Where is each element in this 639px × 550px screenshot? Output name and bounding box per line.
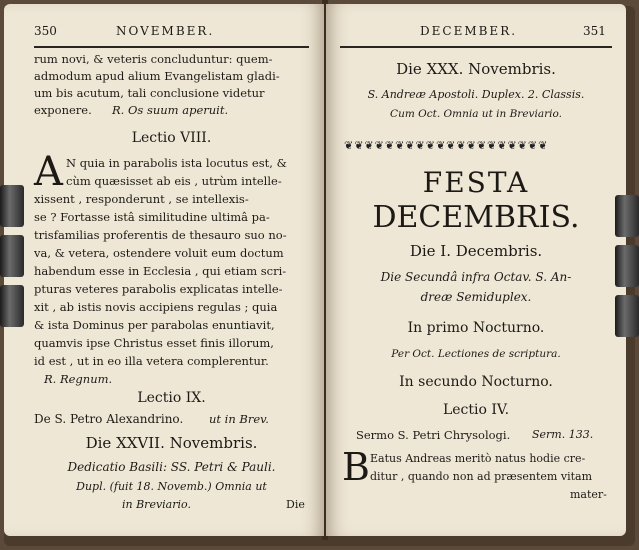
text-line: trisfamilias proferentis de thesauro suo no-: [34, 228, 287, 242]
catchword: mater-: [570, 488, 607, 501]
page-number-right: 351: [583, 24, 606, 38]
binder-clip: [615, 245, 639, 287]
festa-title: FESTA: [422, 166, 530, 199]
rubric: Cum Oct. Omnia ut in Breviario.: [390, 108, 562, 120]
text-line: id est , ut in eo illa vetera complerentur.: [34, 354, 269, 368]
text-line: N quia in parabolis ista locutus est, &: [66, 156, 287, 170]
feast-title: S. Andreæ Apostoli. Duplex. 2. Classis.: [367, 88, 585, 101]
left-page: [4, 4, 324, 536]
binder-clip: [615, 195, 639, 237]
text-line: pturas veteres parabolis explicatas intelle-: [34, 282, 283, 296]
page-number-left: 350: [34, 24, 57, 38]
drop-initial: B: [342, 445, 370, 489]
rubric: Per Oct. Lectiones de scriptura.: [391, 348, 561, 360]
binder-clip: [0, 285, 24, 327]
text-line: um bis acutum, tali conclusione videtur: [34, 86, 265, 100]
text-line: ut in Brev.: [209, 412, 269, 426]
feast-title: dreæ Semiduplex.: [420, 290, 532, 304]
text-line: habendum esse in Ecclesia , qui etiam scri-: [34, 264, 287, 278]
ornament-band: ❦❦❦❦❦❦❦❦❦❦❦❦❦❦❦❦❦❦❦❦: [344, 139, 549, 152]
nocturn-heading: In primo Nocturno.: [407, 320, 545, 336]
right-page: [326, 4, 626, 536]
lectio-heading: Lectio VIII.: [131, 130, 212, 146]
feast-title: Dedicatio Basili: SS. Petri & Pauli.: [67, 460, 276, 474]
lectio-heading: Lectio IX.: [137, 390, 206, 406]
day-heading: Die XXX. Novembris.: [396, 60, 556, 78]
running-head-left: NOVEMBER.: [116, 24, 215, 38]
text-line: De S. Petro Alexandrino.: [34, 412, 184, 426]
text-line: xissent , responderunt , se intellexis-: [34, 192, 249, 206]
day-heading: Die I. Decembris.: [409, 242, 543, 260]
decembris-title: DECEMBRIS.: [372, 200, 580, 235]
text-line: exponere.: [34, 103, 92, 117]
binder-clip: [0, 185, 24, 227]
text-line: ditur , quando non ad præsentem vitam: [370, 470, 593, 483]
head-rule-left: [34, 46, 309, 48]
text-line: quamvis ipse Christus esset finis illorum,: [34, 336, 274, 350]
text-line: admodum apud alium Evangelistam gladi-: [34, 69, 280, 83]
day-heading: Die XXVII. Novembris.: [85, 434, 258, 452]
text-line: cùm quæsisset ab eis , utrùm intelle-: [66, 174, 282, 188]
nocturn-heading: In secundo Nocturno.: [399, 374, 553, 390]
text-line: Eatus Andreas meritò natus hodie cre-: [370, 452, 586, 465]
text-line: rum novi, & veteris concluduntur: quem-: [34, 52, 273, 66]
binder-clip: [615, 295, 639, 337]
binder-clip: [0, 235, 24, 277]
text-line: & ista Dominus per parabolas enuntiavit,: [34, 318, 275, 332]
text-line: Sermo S. Petri Chrysologi.: [356, 428, 511, 442]
head-rule-right: [340, 46, 612, 48]
text-line: xit , ab istis novis accipiens regulas ; quia: [34, 300, 278, 314]
lectio-heading: Lectio IV.: [442, 402, 510, 418]
feast-title: Die Secundâ infra Octav. S. An-: [380, 270, 572, 284]
running-head-right: DECEMBER.: [420, 24, 518, 38]
rubric: Dupl. (fuit 18. Novemb.) Omnia ut: [76, 480, 267, 493]
drop-initial: A: [34, 149, 63, 195]
response: R. Regnum.: [44, 372, 113, 386]
rubric: in Breviario.: [122, 498, 191, 511]
text-line: se ? Fortasse istâ similitudine ultimâ pa-: [34, 210, 270, 224]
catchword: Die: [286, 498, 305, 511]
text-line: va, & vetera, ostendere voluit eum doctum: [34, 246, 284, 260]
text-line: Serm. 133.: [532, 428, 594, 441]
response: R. Os suum aperuit.: [112, 103, 229, 117]
